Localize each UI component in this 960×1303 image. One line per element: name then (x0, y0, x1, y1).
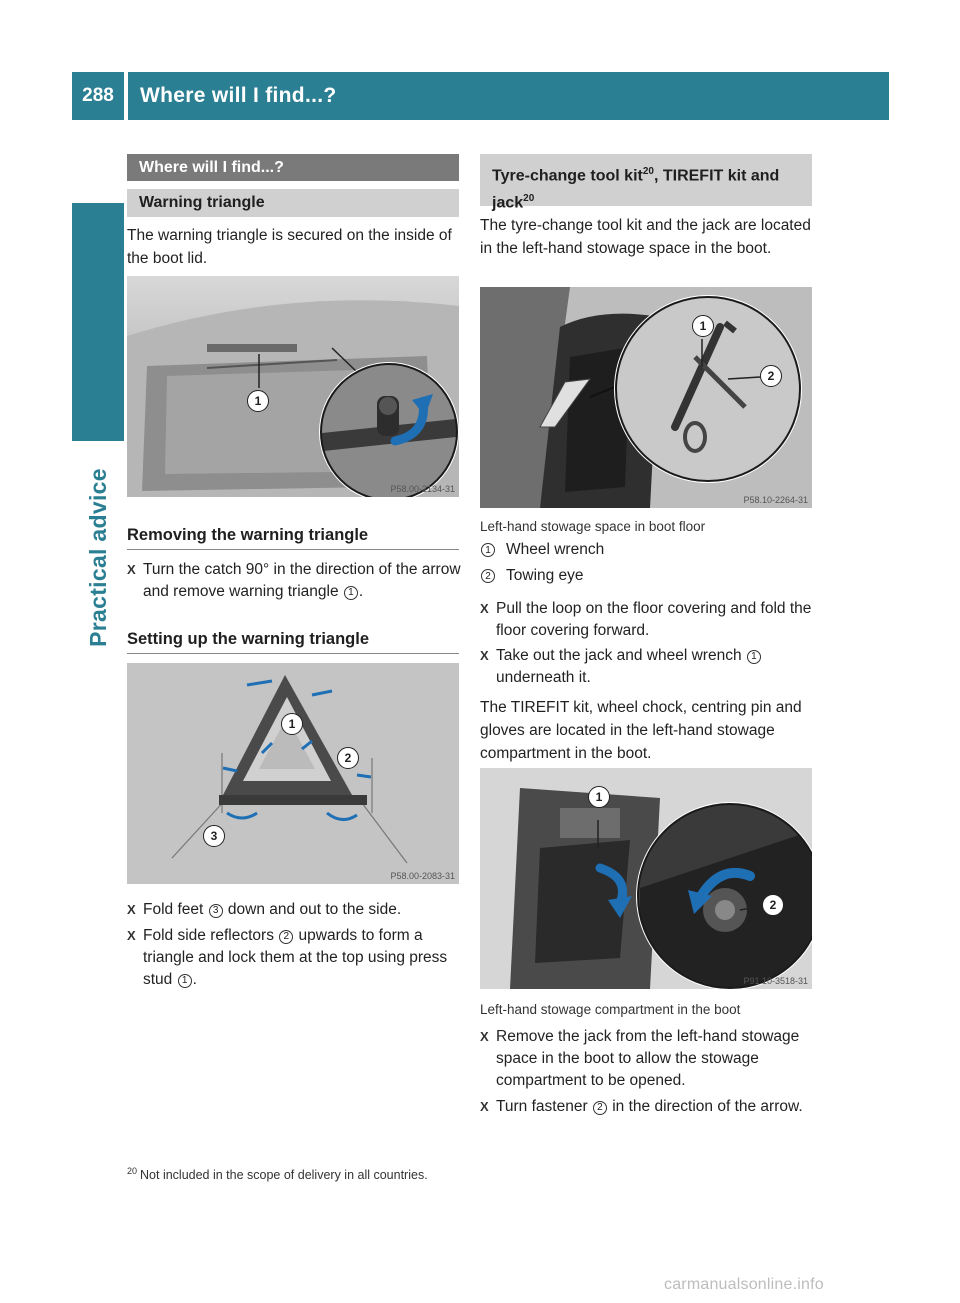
figure-stowage-space (480, 287, 812, 508)
figure-code: P58.00-2083-31 (390, 871, 455, 881)
callout-1: 1 (281, 713, 303, 735)
callout-3: 3 (203, 825, 225, 847)
step-text-end: . (358, 583, 364, 600)
page-header-title: Where will I find...? (128, 72, 889, 120)
callout-1: 1 (692, 315, 714, 337)
heading-removing: Removing the warning triangle (127, 526, 459, 550)
step-text-end: underneath it. (496, 669, 591, 686)
legend-item-1 (480, 541, 604, 559)
section-tyre-change-kit (480, 154, 812, 212)
step-text: Fold feet (143, 901, 208, 918)
step-pull-loop: X Pull the loop on the floor covering and fold the floor covering forward. (480, 598, 814, 642)
section-title-part2: , TIREFIT kit and jack (492, 167, 780, 212)
callout-1: 1 (247, 390, 269, 412)
tirefit-paragraph: The TIREFIT kit, wheel chock, centring pin and gloves are located in the left-hand stowage compartment in the boot. (480, 699, 802, 762)
heading-setting-up: Setting up the warning triangle (127, 630, 459, 654)
page-number: 288 (72, 72, 124, 120)
figure-code: P58.00-2134-31 (390, 484, 455, 494)
step-remove-jack: X Remove the jack from the left-hand stowage space in the boot to allow the stowage compartment to be opened. (480, 1026, 814, 1092)
callout-ref-2: 2 (593, 1101, 607, 1115)
side-tab-label: Practical advice (84, 467, 111, 647)
step-turn-fastener (480, 1096, 814, 1118)
callout-ref-1: 1 (747, 650, 761, 664)
tool-kit-intro: The tyre-change tool kit and the jack are located in the left-hand stowage space in the boot. (480, 217, 811, 257)
callout-ref-2: 2 (481, 569, 495, 583)
step-text-end: . (192, 971, 197, 988)
step-remove-triangle (127, 559, 461, 603)
legend-label: Wheel wrench (506, 541, 605, 558)
footnote-ref: 20 (523, 193, 535, 205)
step-fold-reflectors (127, 925, 461, 991)
figure-code: P58.10-2264-31 (743, 495, 808, 505)
watermark: carmanualsonline.info (664, 1276, 824, 1293)
legend-item-2 (480, 567, 584, 585)
callout-1: 1 (588, 786, 610, 808)
step-text: Fold side reflectors (143, 927, 279, 944)
step-text-mid: upwards to form a triangle and lock them at the top using press stud (143, 927, 448, 988)
step-text-end: down and out to the side. (223, 901, 402, 918)
warning-triangle-intro: The warning triangle is secured on the inside of the boot lid. (127, 227, 452, 267)
step-take-out-jack (480, 645, 814, 689)
figure-boot-lid (127, 276, 459, 497)
callout-2: 2 (337, 747, 359, 769)
figure-stowage-compartment (480, 768, 812, 989)
subsection-warning-triangle: Warning triangle (127, 189, 459, 217)
callout-ref-3: 3 (209, 904, 223, 918)
side-tab-block (72, 203, 124, 441)
side-tab (72, 446, 124, 668)
footnote-ref: 20 (642, 166, 654, 177)
step-text: Turn fastener (496, 1098, 592, 1115)
footnote (127, 1166, 428, 1182)
step-fold-feet (127, 899, 461, 921)
step-text: Turn the catch 90° in the direction of the arrow and remove warning triangle (143, 561, 461, 600)
caption-stowage-compartment: Left-hand stowage compartment in the boot (480, 1002, 741, 1017)
section-title-part1: Tyre-change tool kit (492, 167, 643, 185)
section-title-where: Where will I find...? (127, 154, 459, 181)
callout-2: 2 (760, 365, 782, 387)
figure-code: P91.10-3518-31 (743, 976, 808, 986)
callout-ref-2: 2 (279, 930, 293, 944)
callout-ref-1: 1 (344, 586, 358, 600)
step-text-end: in the direction of the arrow. (607, 1098, 803, 1115)
legend-label: Towing eye (506, 567, 584, 584)
footnote-mark: 20 (127, 1166, 138, 1176)
footnote-text: Not included in the scope of delivery in all countries. (140, 1168, 428, 1183)
figure-warning-triangle (127, 663, 459, 884)
callout-ref-1: 1 (481, 543, 495, 557)
callout-2: 2 (762, 894, 784, 916)
step-text: Take out the jack and wheel wrench (496, 647, 746, 664)
caption-stowage-space: Left-hand stowage space in boot floor (480, 519, 706, 534)
callout-ref-1: 1 (178, 974, 192, 988)
